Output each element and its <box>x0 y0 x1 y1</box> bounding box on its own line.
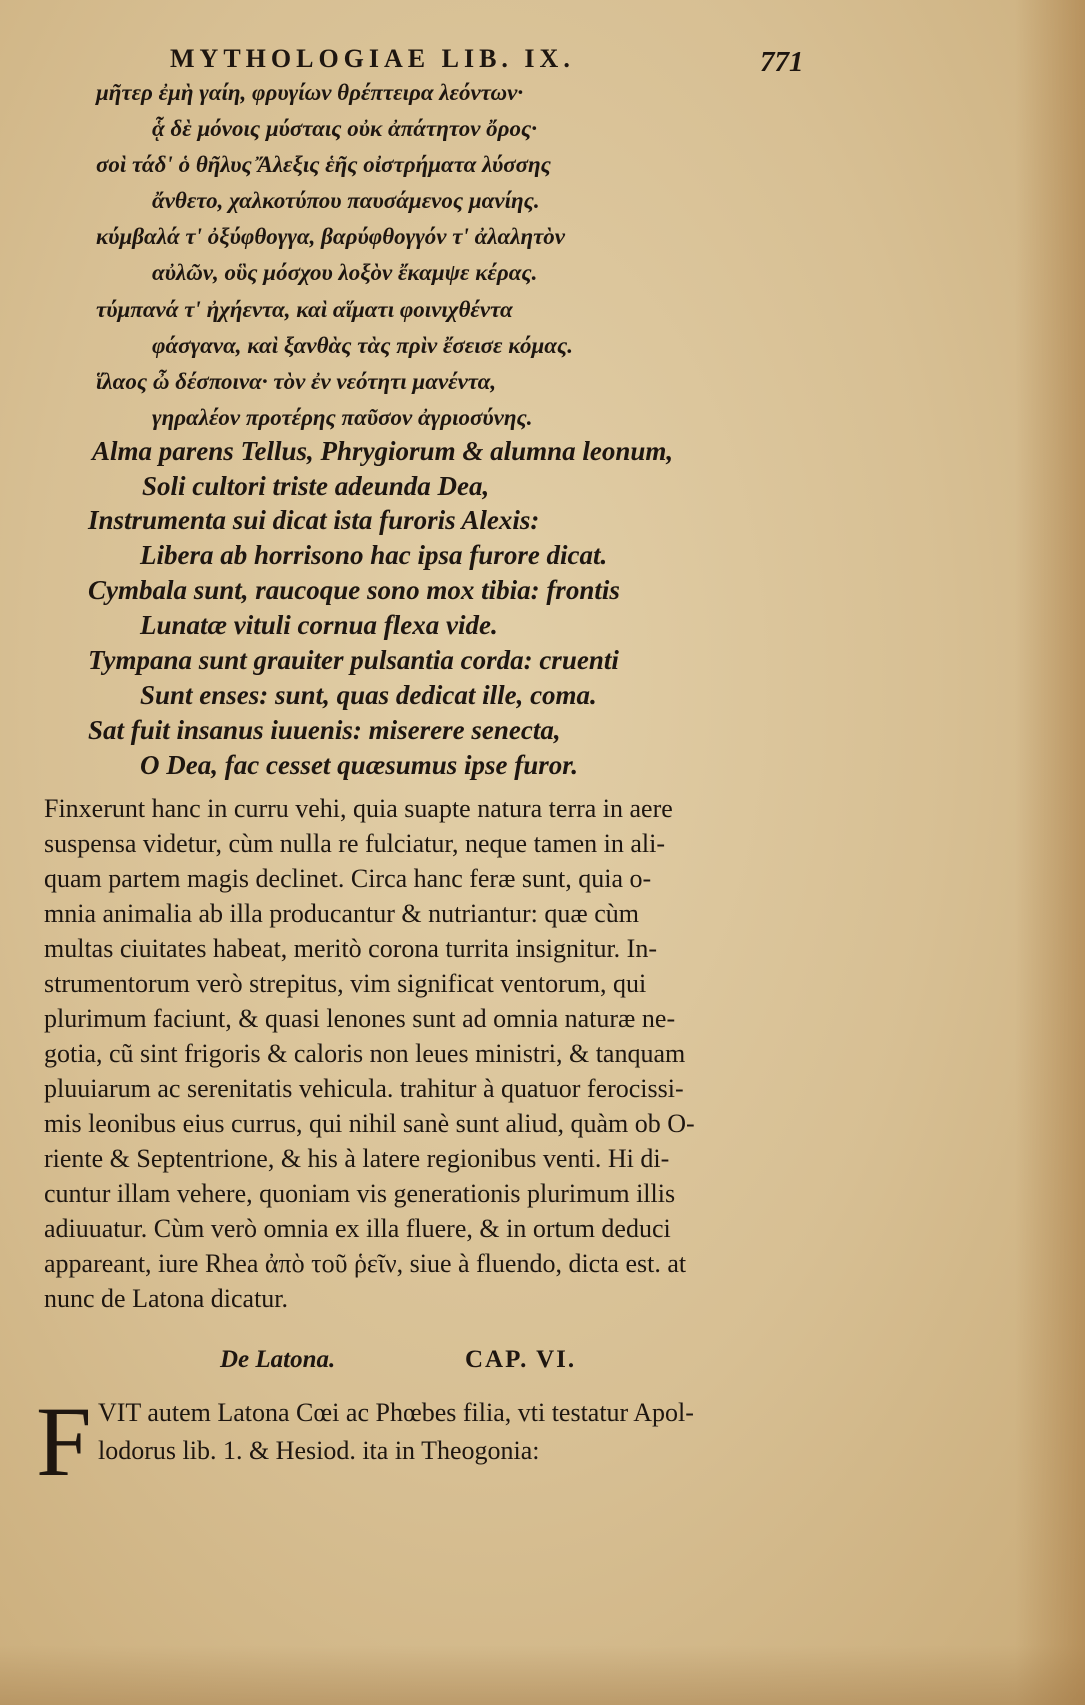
latin-verse-line: Tympana sunt grauiter pulsantia corda: cruenti <box>88 645 619 675</box>
greek-verse-line: σοὶ τάδ' ὁ θῆλυς Ἄλεξις ἑῆς οἰστρήματα λύσσης <box>96 152 551 177</box>
prose-line: riente & Septentrione, & his à latere regionibus venti. Hi di- <box>44 1144 670 1173</box>
prose-line: suspensa videtur, cùm nulla re fulciatur, neque tamen in ali- <box>44 829 665 858</box>
latin-verse-line: Libera ab horrisono hac ipsa furore dicat. <box>140 540 608 570</box>
chapter-title: De Latona. <box>220 1346 336 1373</box>
prose-line: plurimum faciunt, & quasi lenones sunt ad omnia naturæ ne- <box>44 1004 676 1033</box>
greek-verse-line: ᾇ δὲ μόνοις μύσταις οὐκ ἀπάτητον ὄρος· <box>152 116 538 141</box>
latin-verse-line: Sunt enses: sunt, quas dedicat ille, coma. <box>140 680 597 710</box>
prose-line: strumentorum verò strepitus, vim significat ventorum, qui <box>44 969 647 998</box>
prose-line: adiuuatur. Cùm verò omnia ex illa fluere, & in ortum deduci <box>44 1214 671 1243</box>
greek-verse-line: κύμβαλά τ' ὀξύφθογγα, βαρύφθογγόν τ' ἀλαλητὸν <box>96 224 565 249</box>
greek-verse-line: τύμπανά τ' ἠχήεντα, καὶ αἵματι φοινιχθέντα <box>96 297 513 322</box>
prose-line: nunc de Latona dicatur. <box>44 1284 289 1313</box>
chapter-number: CAP. VI. <box>465 1346 577 1373</box>
greek-verse-line: γηραλέον προτέρης παῦσον ἀγριοσύνης. <box>152 405 533 430</box>
opening-line: VIT autem Latona Cœi ac Phœbes filia, vti testatur Apol- <box>98 1398 694 1427</box>
page-edge-stain <box>1015 0 1085 1705</box>
latin-verse-line: Instrumenta sui dicat ista furoris Alexis: <box>88 505 540 535</box>
prose-line: quam partem magis declinet. Circa hanc feræ sunt, quia o- <box>44 864 652 893</box>
prose-line: pluuiarum ac serenitatis vehicula. trahitur à quatuor ferocissi- <box>44 1074 684 1103</box>
prose-line: Finxerunt hanc in curru vehi, quia suapte natura terra in aere <box>44 794 673 823</box>
prose-line: mnia animalia ab illa producantur & nutriantur: quæ cùm <box>44 899 639 928</box>
drop-cap: F <box>36 1386 92 1497</box>
prose-line: multas ciuitates habeat, meritò corona turrita insignitur. In- <box>44 934 657 963</box>
latin-verse-line: O Dea, fac cesset quæsumus ipse furor. <box>140 750 579 780</box>
latin-verse-line: Sat fuit insanus iuuenis: miserere senecta, <box>88 715 561 745</box>
latin-verse-line: Lunatæ vituli cornua flexa vide. <box>140 610 498 640</box>
greek-verse-line: αὐλῶν, οὓς μόσχου λοξὸν ἔκαμψε κέρας. <box>152 260 538 285</box>
opening-line: lodorus lib. 1. & Hesiod. ita in Theogonia: <box>98 1436 540 1465</box>
greek-verse-line: φάσγανα, καὶ ξανθὰς τὰς πρὶν ἔσεισε κόμας. <box>152 333 573 358</box>
latin-verse-line: Cymbala sunt, raucoque sono mox tibia: frontis <box>88 575 620 605</box>
running-title: MYTHOLOGIAE LIB. IX. <box>170 44 575 73</box>
latin-verse-line: Soli cultori triste adeunda Dea, <box>142 471 490 501</box>
greek-verse-line: ἄνθετο, χαλκοτύπου παυσάμενος μανίης. <box>152 188 540 213</box>
latin-verse-line: Alma parens Tellus, Phrygiorum & alumna leonum, <box>92 436 674 466</box>
page-number: 771 <box>760 46 804 78</box>
greek-verse-line: ἵλαος ὦ δέσποινα· τὸν ἐν νεότητι μανέντα, <box>96 369 497 394</box>
prose-line: mis leonibus eius currus, qui nihil sanè sunt aliud, quàm ob O- <box>44 1109 695 1138</box>
prose-line: gotia, cũ sint frigoris & caloris non leues ministri, & tanquam <box>44 1039 686 1068</box>
greek-verse-line: μῆτερ ἐμὴ γαίη, φρυγίων θρέπτειρα λεόντων· <box>96 80 524 105</box>
prose-line: cuntur illam vehere, quoniam vis generationis plurimum illis <box>44 1179 676 1208</box>
prose-line: appareant, iure Rhea ἀπὸ τοῦ ῥεῖν, siue à fluendo, dicta est. at <box>44 1249 687 1278</box>
page-bottom-stain <box>0 1645 1085 1705</box>
